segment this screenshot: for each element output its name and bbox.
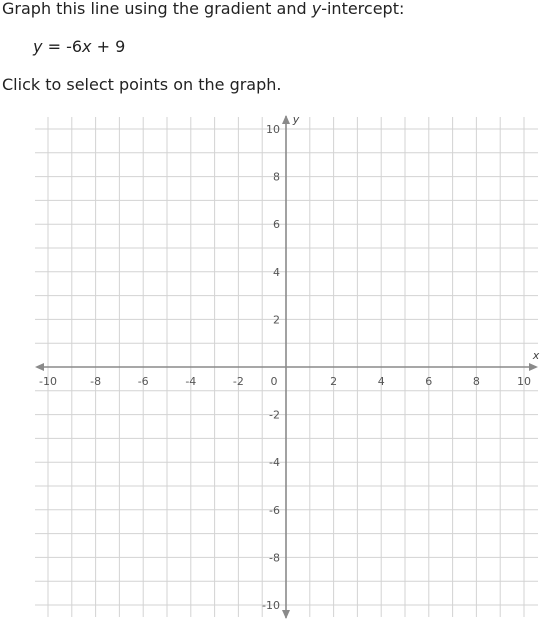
equation-constant: 9 <box>115 37 126 56</box>
x-tick-label: -2 <box>232 375 244 388</box>
x-tick-label: -4 <box>185 375 197 388</box>
y-tick-label: -6 <box>269 503 280 517</box>
y-axis-name: y <box>292 113 300 126</box>
origin-label: 0 <box>270 375 278 388</box>
y-tick-label: -4 <box>269 456 280 470</box>
x-tick-label: 2 <box>330 375 338 388</box>
equation-equals: = <box>47 37 61 56</box>
y-tick-label: -10 <box>262 599 280 612</box>
y-tick-label: -2 <box>269 408 280 422</box>
x-tick-label: -10 <box>39 375 57 388</box>
y-tick-label: 2 <box>273 313 280 327</box>
prompt-text-end: -intercept: <box>321 0 405 18</box>
y-axis-up-arrow-icon <box>282 115 290 124</box>
y-tick-label: -8 <box>269 551 280 565</box>
x-tick-label: 4 <box>377 375 385 388</box>
y-tick-label: 6 <box>273 218 280 232</box>
x-axis-left-arrow-icon <box>35 363 44 371</box>
equation-plus: + <box>96 37 110 56</box>
y-tick-label: 10 <box>266 123 280 136</box>
x-axis-right-arrow-icon <box>529 363 538 371</box>
equation-lhs: y <box>33 37 43 56</box>
x-tick-label: 8 <box>472 375 480 388</box>
x-tick-label: -8 <box>90 375 102 388</box>
y-tick-label: 8 <box>273 170 280 184</box>
x-tick-label: 10 <box>517 375 531 388</box>
x-tick-label: -6 <box>137 375 149 388</box>
prompt-text-start: Graph this line using the gradient and <box>2 0 312 18</box>
x-axis-name: x <box>532 349 540 362</box>
y-axis-down-arrow-icon <box>282 610 290 619</box>
y-tick-label: 4 <box>273 265 280 279</box>
x-tick-label: 6 <box>425 375 433 388</box>
equation-coefficient: -6 <box>66 37 83 56</box>
prompt-variable: y <box>311 0 322 18</box>
tick-labels <box>39 113 540 612</box>
equation-variable: x <box>82 37 92 56</box>
axes <box>35 115 538 619</box>
instruction-text: Click to select points on the graph. <box>2 75 282 94</box>
